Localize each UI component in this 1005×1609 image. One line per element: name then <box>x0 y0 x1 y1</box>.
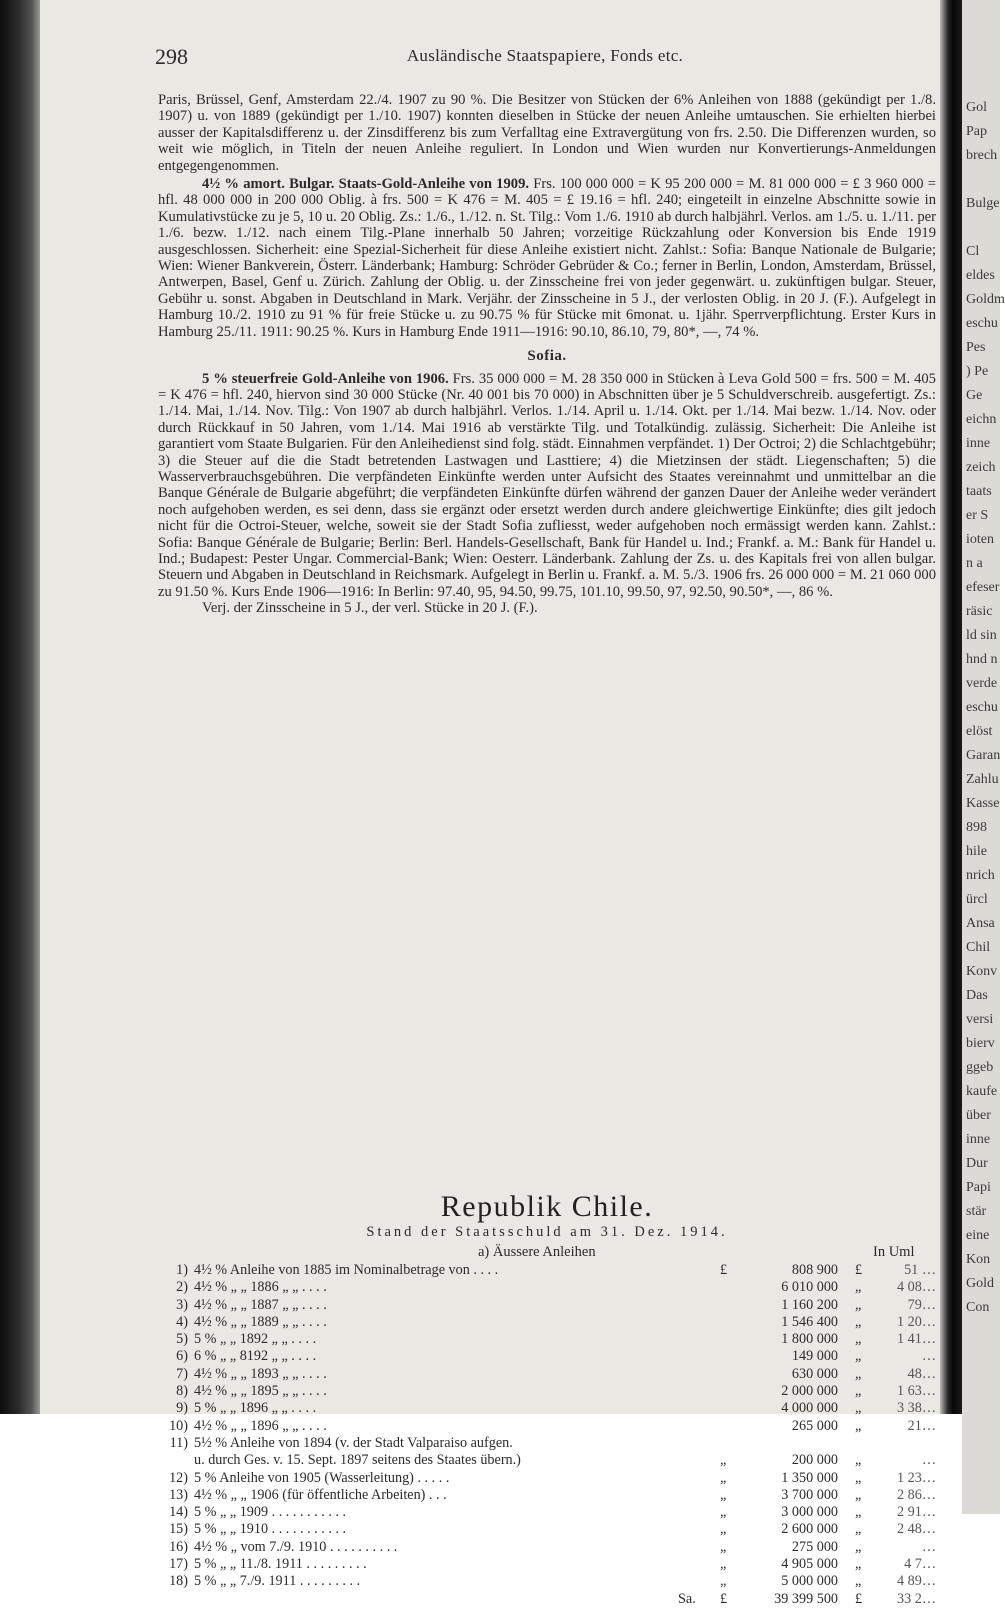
adjacent-page-fragment: eichn <box>966 412 997 427</box>
loan-currency: „ <box>720 1573 727 1590</box>
circulation-currency: „ <box>855 1573 862 1590</box>
loan-circulation-amount: 51 … <box>904 1262 936 1278</box>
adjacent-page-fragment: er S <box>966 508 989 523</box>
loan-nominal-amount: 149 000 <box>791 1348 838 1365</box>
loan-number: 1) <box>176 1262 188 1278</box>
table-row <box>158 1418 948 1435</box>
adjacent-page-fragment: Cl <box>966 244 980 259</box>
loan-description: 4½ % „ „ 1896 „ „ . . . . <box>194 1417 327 1434</box>
table-row <box>158 1314 948 1331</box>
chile-title: Republik Chile. <box>440 1190 654 1223</box>
loan-nominal-amount: 275 000 <box>791 1538 838 1555</box>
adjacent-page-fragment: über <box>966 1108 991 1123</box>
adjacent-page-fragment: n a <box>966 556 983 571</box>
bulgar-loan-body: Frs. 100 000 000 = K 95 200 000 = M. 81 000 000 = £ 3 960 000 = hfl. 48 000 000 in 200 000 Oblig. à frs. 500 = K 476 = M. 405 = £ 19.16 = hfl. 240; eingeteilt in einzelne Abschnitte sowie in Kumulativstücke zu je 5, 10 u. 20 Oblig. Zs.: 1./6., 1./12. n. St. Tilg.: Vom 1./6. 1910 ab durch halbjährl. Verlos. am 1./5. u. 1./11. per 1./6. bezw. 1./12. nach einem Tilg.-Plane innerhalb 50 Jahren; vorzeitige Rückzahlung oder Konversion bis Ende 1919 ausgeschlossen. Sicherheit: eine Spezial-Sicherheit für diese Anleihe existiert nicht. Zahlst.: Sofia: Banque Nationale de Bulgarie; Wien: Wiener Bankverein, Österr. Länderbank; Hamburg: Schröder Gebrüder & Co.; ferner in Berlin, London, Amsterdam, Brüssel, Antwerpen, Basel, Genf u. Zürich. Zahlung der Oblig. u. der Zinsscheine frei von jeder gegenwärt. u. zukünftigen bulgar. Steuer, Gebühr u. sonst. Abgaben in Deutschland in Mark. Verjähr. der Zinsscheine in 5 J., der verlosten Oblig. in 20 J. (F.). Aufgelegt in Hamburg 10./2. 1910 zu 91 % für freie Stücke u. zu 90.75 % für Stücke mit 6monat. u. 1jähr. Sperrverpflichtung. Erster Kurs in Hamburg 25./11. 1911: 90.25 %. Kurs in Hamburg Ende 1911—1916: 90.10, 86.10, 79, 80*, —, 74 %. <box>158 176 937 340</box>
loan-circulation-amount: 1 63… <box>896 1383 936 1400</box>
adjacent-page-fragment: ggeb <box>966 1060 994 1075</box>
table-row <box>158 1556 948 1573</box>
loan-number: 12) <box>169 1469 188 1486</box>
adjacent-page-fragment: ürcl <box>966 892 988 907</box>
page-header <box>155 44 935 74</box>
loan-number: 4) <box>176 1313 188 1330</box>
table-row <box>158 1279 948 1296</box>
loan-circulation-amount: … <box>921 1538 936 1555</box>
adjacent-page-fragment: elöst <box>966 724 993 739</box>
adjacent-page-fragment: Ansa <box>966 916 995 931</box>
intro-paragraph: Paris, Brüssel, Genf, Amsterdam 22./4. 1907 zu 90 %. Die Besitzer von Stücken der 6% Anleihen von 1888 (gekündigt per 1./8. 1907) u. von 1889 (gekündigt per 1./10. 1907) konnten dieselben in Stücke der neuen Anleihe umtauschen. Sie erhielten hierbei ausser der Kapitalsdifferenz u. der Zinsdifferenz bis zum Verfalltag eine Extravergütung von frs. 2.50. Die Differenzen wurden, so weit wie möglich, in Titeln der neuen Anleihe reguliert. In London und Wien wurden nur Konvertierungs-Anmeldungen entgegengenommen. <box>158 92 936 174</box>
circulation-currency: „ <box>855 1538 862 1555</box>
adjacent-page-fragment: bierv <box>966 1036 995 1051</box>
loan-description: 5 % Anleihe von 1905 (Wasserleitung) . . . . . <box>194 1469 450 1486</box>
table-row <box>158 1539 948 1556</box>
adjacent-page-fragment: Zahlu <box>966 772 999 787</box>
total-label: Sa. <box>678 1590 696 1607</box>
circulation-currency: „ <box>855 1504 862 1521</box>
loan-number: 17) <box>169 1556 188 1573</box>
adjacent-page-fragment: Gold <box>966 1276 994 1291</box>
circulation-currency: „ <box>855 1452 862 1469</box>
loan-nominal-amount: 1 546 400 <box>781 1313 838 1330</box>
adjacent-page-fragment: hnd n <box>966 652 998 667</box>
adjacent-page-fragment: versi <box>966 1012 994 1027</box>
loan-circulation-amount: … <box>921 1348 936 1365</box>
circulation-column-header: In Uml <box>873 1244 915 1260</box>
adjacent-page-fragment: räsic <box>966 604 993 619</box>
loan-currency: „ <box>720 1469 727 1486</box>
adjacent-page-fragment <box>962 172 1000 196</box>
loan-nominal-amount: 2 000 000 <box>781 1383 838 1400</box>
circulation-currency: „ <box>855 1296 862 1313</box>
loan-nominal-amount: 1 800 000 <box>781 1331 838 1348</box>
adjacent-page-fragment: Pap <box>966 124 987 139</box>
sofia-loan-paragraph <box>158 371 936 601</box>
adjacent-page-fragment: hile <box>966 844 987 859</box>
loan-circulation-amount: 2 91… <box>896 1504 936 1521</box>
loan-number: 8) <box>176 1383 188 1400</box>
circulation-currency: „ <box>855 1556 862 1573</box>
loan-description: u. durch Ges. v. 15. Sept. 1897 seitens des Staates übern.) <box>194 1452 521 1469</box>
loan-description: 4½ % „ „ 1886 „ „ . . . . <box>194 1279 327 1296</box>
loan-number: 18) <box>169 1573 188 1590</box>
loan-circulation-amount: 2 48… <box>896 1521 936 1538</box>
loan-number: 13) <box>169 1486 188 1503</box>
circulation-currency: „ <box>855 1331 862 1348</box>
loan-circulation-amount: 48… <box>907 1365 936 1382</box>
table-row <box>158 1470 948 1487</box>
loan-circulation-amount: 4 08… <box>896 1279 936 1296</box>
adjacent-page-fragment: efeser <box>966 580 1000 595</box>
adjacent-page-fragment: inne <box>966 1132 991 1147</box>
table-row <box>158 1331 948 1348</box>
loan-number: 2) <box>176 1279 188 1296</box>
table-row <box>158 1348 948 1365</box>
loan-currency: „ <box>720 1452 727 1469</box>
table-row <box>158 1573 948 1590</box>
loan-number: 10) <box>169 1417 188 1434</box>
table-row <box>158 1504 948 1521</box>
loan-nominal-amount: 808 900 <box>791 1262 838 1278</box>
loan-description: 4½ % Anleihe von 1885 im Nominalbetrage von . . . . <box>194 1262 499 1278</box>
adjacent-page-fragment: eldes <box>966 268 995 283</box>
loan-currency: £ <box>720 1262 728 1278</box>
loan-currency: „ <box>720 1538 727 1555</box>
loan-description: 5 % „ „ 11./8. 1911 . . . . . . . . . <box>194 1556 367 1573</box>
adjacent-page-fragment: Gol <box>966 100 987 115</box>
body-text <box>158 92 936 617</box>
table-row <box>158 1262 948 1279</box>
loan-number: 11) <box>169 1434 188 1451</box>
loan-nominal-amount: 5 000 000 <box>781 1573 838 1590</box>
adjacent-page-fragment: Chil <box>966 940 991 955</box>
loan-number: 14) <box>169 1504 188 1521</box>
loan-number: 3) <box>176 1296 188 1313</box>
adjacent-page-fragment: Dur <box>966 1156 988 1171</box>
adjacent-page-fragment: Das <box>966 988 988 1003</box>
external-loans-heading: a) Äussere Anleihen <box>478 1244 596 1260</box>
table-row <box>158 1521 948 1538</box>
adjacent-page-fragment: 898 <box>966 820 987 835</box>
adjacent-page-fragment: verde <box>966 676 998 691</box>
adjacent-page-fragment: Pes <box>966 340 986 355</box>
adjacent-page-fragment: Garan <box>966 748 1001 763</box>
loan-description: 6 % „ „ 8192 „ „ . . . . <box>194 1348 317 1365</box>
table-row <box>158 1435 948 1452</box>
loan-nominal-amount: 200 000 <box>791 1452 838 1469</box>
page-gutter-shadow <box>940 0 962 1414</box>
loan-nominal-amount: 3 700 000 <box>781 1486 838 1503</box>
loan-description: 5½ % Anleihe von 1894 (v. der Stadt Valparaiso aufgen. <box>194 1434 513 1451</box>
bulgar-loan-title: 4½ % amort. Bulgar. Staats-Gold-Anleihe von 1909. <box>202 176 530 193</box>
adjacent-page-fragment: stär <box>966 1204 987 1219</box>
loan-description: 4½ % „ „ 1895 „ „ . . . . <box>194 1383 327 1400</box>
loan-description: 4½ % „ vom 7./9. 1910 . . . . . . . . . . <box>194 1538 398 1555</box>
circulation-currency: „ <box>855 1417 862 1434</box>
chile-stand-line: Stand der Staatsschuld am 31. Dez. 1914. <box>366 1224 728 1240</box>
adjacent-page-fragment: eschu <box>966 700 998 715</box>
loan-currency: „ <box>720 1521 727 1538</box>
adjacent-page-fragment: eine <box>966 1228 990 1243</box>
adjacent-page-fragment: Ge <box>966 388 983 403</box>
circulation-currency: £ <box>855 1262 863 1278</box>
total-amount: 39 399 500 <box>774 1590 838 1607</box>
loan-number: 15) <box>169 1521 188 1538</box>
loans-total-row <box>158 1591 948 1609</box>
circulation-currency: „ <box>855 1348 862 1365</box>
adjacent-page-fragment <box>962 220 1000 244</box>
adjacent-page-fragment: ) Pe <box>966 364 989 379</box>
total-currency: £ <box>720 1590 728 1607</box>
total-circ-currency: £ <box>855 1590 863 1607</box>
bulgar-loan-paragraph <box>158 176 936 340</box>
adjacent-page-fragment: Papi <box>966 1180 991 1195</box>
adjacent-page-fragment: kaufe <box>966 1084 998 1099</box>
loan-currency: „ <box>720 1556 727 1573</box>
adjacent-page-fragment: Goldm <box>966 292 1005 307</box>
adjacent-page-fragment: Konv <box>966 964 998 979</box>
loan-description: 4½ % „ „ 1887 „ „ . . . . <box>194 1296 327 1313</box>
loan-circulation-amount: 1 23… <box>896 1469 936 1486</box>
table-row <box>158 1452 948 1469</box>
loan-circulation-amount: 4 7… <box>904 1556 936 1573</box>
adjacent-page-fragment: nrich <box>966 868 995 883</box>
sofia-loan-title: 5 % steuerfreie Gold-Anleihe von 1906. <box>202 370 449 387</box>
adjacent-page-fragment: ld sin <box>966 628 997 643</box>
page-number: 298 <box>155 44 188 69</box>
circulation-currency: „ <box>855 1365 862 1382</box>
loan-description: 5 % „ „ 1896 „ „ . . . . <box>194 1400 317 1417</box>
loan-currency: „ <box>720 1486 727 1503</box>
circulation-currency: „ <box>855 1521 862 1538</box>
adjacent-page-fragment: Con <box>966 1300 990 1315</box>
chile-loans-table <box>158 1262 948 1609</box>
table-row <box>158 1487 948 1504</box>
circulation-currency: „ <box>855 1400 862 1417</box>
adjacent-page-fragment: ioten <box>966 532 994 547</box>
circulation-currency: „ <box>855 1469 862 1486</box>
adjacent-page-fragment: Kasse <box>966 796 1000 811</box>
adjacent-page-fragment: Bulge <box>966 196 1000 211</box>
loan-nominal-amount: 4 000 000 <box>781 1400 838 1417</box>
loan-nominal-amount: 4 905 000 <box>781 1556 838 1573</box>
loan-number: 9) <box>176 1400 188 1417</box>
adjacent-page-fragment: brech <box>966 148 998 163</box>
loan-nominal-amount: 3 000 000 <box>781 1504 838 1521</box>
loan-description: 4½ % „ „ 1889 „ „ . . . . <box>194 1313 327 1330</box>
adjacent-page-edge <box>962 0 1005 1514</box>
loan-circulation-amount: … <box>921 1452 936 1469</box>
adjacent-page-fragment: inne <box>966 436 991 451</box>
loan-circulation-amount: 21… <box>907 1417 936 1434</box>
loan-nominal-amount: 1 350 000 <box>781 1469 838 1486</box>
circulation-currency: „ <box>855 1313 862 1330</box>
loan-nominal-amount: 1 160 200 <box>781 1296 838 1313</box>
table-row <box>158 1297 948 1314</box>
adjacent-page-fragment: eschu <box>966 316 998 331</box>
sofia-verjaehrung: Verj. der Zinsscheine in 5 J., der verl. Stücke in 20 J. (F.). <box>202 600 538 617</box>
loan-number: 6) <box>176 1348 188 1365</box>
circulation-currency: „ <box>855 1383 862 1400</box>
adjacent-page-fragment: taats <box>966 484 992 499</box>
loan-nominal-amount: 6 010 000 <box>781 1279 838 1296</box>
circulation-currency: „ <box>855 1486 862 1503</box>
book-spine-shadow <box>0 0 40 1414</box>
adjacent-page-fragment: zeich <box>966 460 996 475</box>
loan-nominal-amount: 2 600 000 <box>781 1521 838 1538</box>
loan-number: 7) <box>176 1365 188 1382</box>
loan-number: 16) <box>169 1538 188 1555</box>
loan-description: 4½ % „ „ 1893 „ „ . . . . <box>194 1365 327 1382</box>
loan-description: 5 % „ „ 1909 . . . . . . . . . . . <box>194 1504 347 1521</box>
loan-description: 5 % „ „ 1910 . . . . . . . . . . . <box>194 1521 347 1538</box>
loan-circulation-amount: 2 86… <box>896 1486 936 1503</box>
loan-circulation-amount: 1 20… <box>896 1313 936 1330</box>
loan-circulation-amount: 3 38… <box>896 1400 936 1417</box>
sofia-loan-body: Frs. 35 000 000 = M. 28 350 000 in Stücken à Leva Gold 500 = frs. 500 = M. 405 = K 476 = hfl. 240, hiervon sind 30 000 Stücke (Nr. 40 001 bis 70 000) in Abschnitten über je 5 Schuldverschreib. ausgefertigt. Zs.: 1./14. Mai, 1./14. Nov. Tilg.: Von 1907 ab durch halbjährl. Verlos. 1./14. April u. 1./14. Okt. per 1./14. Mai bezw. 1./14. Nov. oder durch Rückkauf in 50 Jahren, vom 1./14. Mai 1916 ab verstärkte Tilg. und Totalkündig. zulässig. Sicherheit: Die Anleihe ist garantiert vom Staate Bulgarien. Für den Anleihedienst sind folg. städt. Einnahmen verpfändet. 1) Der Octroi; 2) die Schlachtgebühr; 3) die Steuer auf die die Stadt betretenden Lastwagen und Lasttiere; 4) die Mietzinsen der städt. Liegenschaften; 5) die Wasserverbrauchsgebühren. Die verpfändeten Einkünfte werden unter Aufsicht des Staates vereinnahmt und unmittelbar an die Banque Générale de Bulgarie abgeführt; die verpfändeten Einkünfte dürfen während der ganzen Dauer der Anleihe weder verändert noch aufgehoben werden, es sei denn, dass sie ergänzt oder ersetzt werden durch andere gleichwertige Einkünfte; dies gilt jedoch nicht für die Octroi-Steuer, welche, soweit sie der Stadt Sofia zufliesst, weder aufgehoben noch ermässigt werden kann. Zahlst.: Sofia: Banque Générale de Bulgarie; Berlin: Berl. Handels-Gesellschaft, Bank für Handel u. Ind.; Frankf. a. M.: Bank für Handel u. Ind.; Budapest: Pester Ungar. Commercial-Bank; Wien: Oesterr. Länderbank. Zahlung der Zs. u. des Kapitals frei von allen bulgar. Steuern und Abgaben in Deutschland in Reichsmark. Aufgelegt in Berlin u. Frankf. a. M. 5./3. 1906 frs. 26 000 000 = M. 21 060 000 zu 91.50 %. Kurs Ende 1906—1916: In Berlin: 97.40, 95, 94.50, 99.75, 101.10, 99.50, 97, 92.50, 90.50*, —, 86 %. <box>158 370 936 600</box>
adjacent-page-fragment: Kon <box>966 1252 991 1267</box>
loan-description: 4½ % „ „ 1906 (für öffentliche Arbeiten) . . . <box>194 1486 447 1503</box>
loan-circulation-amount: 79… <box>907 1296 936 1313</box>
circulation-currency: „ <box>855 1279 862 1296</box>
loan-nominal-amount: 630 000 <box>791 1365 838 1382</box>
loan-circulation-amount: 4 89… <box>896 1573 936 1590</box>
total-circulation: 33 2… <box>896 1590 936 1607</box>
loan-currency: „ <box>720 1504 727 1521</box>
table-row <box>158 1366 948 1383</box>
table-row <box>158 1400 948 1417</box>
loan-number: 5) <box>176 1331 188 1348</box>
sofia-heading: Sofia. <box>527 348 567 365</box>
table-row <box>158 1383 948 1400</box>
loan-nominal-amount: 265 000 <box>791 1417 838 1434</box>
running-title: Ausländische Staatspapiere, Fonds etc. <box>406 46 684 65</box>
loan-description: 5 % „ „ 7./9. 1911 . . . . . . . . . <box>194 1573 361 1590</box>
loan-circulation-amount: 1 41… <box>896 1331 936 1348</box>
loan-description: 5 % „ „ 1892 „ „ . . . . <box>194 1331 317 1348</box>
